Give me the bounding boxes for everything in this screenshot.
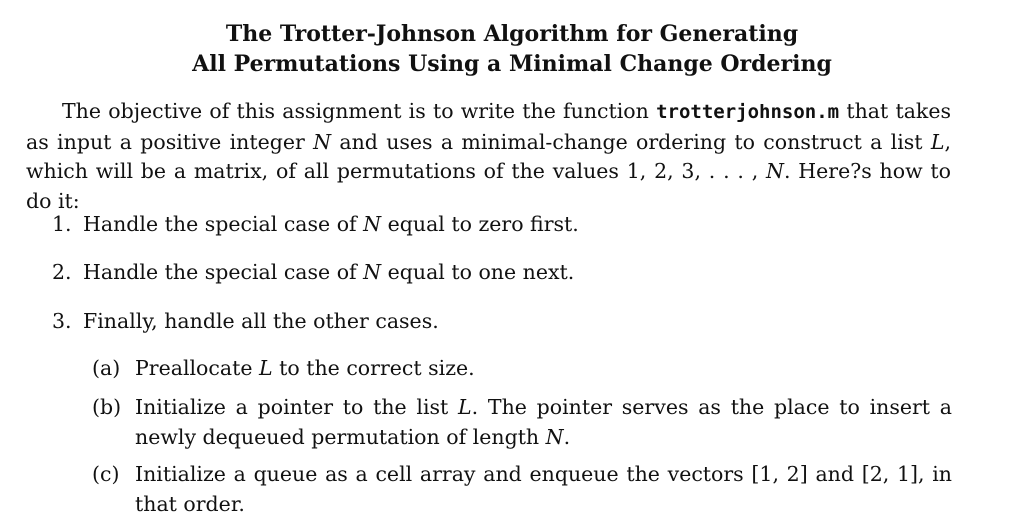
- intro-text-3: and uses a minimal-change ordering to construct a list: [331, 129, 931, 154]
- list-item-number: 1.: [52, 212, 72, 236]
- math-var-n: N: [363, 260, 382, 284]
- sub-list-item-text: [135, 354, 952, 384]
- sub-list-item-text: Initialize a queue as a cell array and enqueue the vectors [1, 2] and [2, 1], in that order.: [135, 462, 952, 516]
- sub-list-item-label: (c): [92, 462, 120, 486]
- sub-list-item-label: (a): [92, 356, 121, 380]
- step-text: Handle the special case of: [83, 260, 364, 284]
- math-var-n-2: N: [766, 159, 784, 183]
- list-item-text: Finally, handle all the other cases.: [83, 309, 439, 333]
- math-var-l: L: [458, 395, 472, 419]
- math-var-n: N: [363, 212, 382, 236]
- step-text: equal to zero first.: [381, 212, 579, 236]
- sub-list-item-label: (b): [92, 395, 122, 419]
- list-item-text: [83, 210, 943, 240]
- math-var-l: L: [259, 356, 273, 380]
- math-var-n: N: [545, 424, 564, 449]
- intro-text-5: . Here?s how to do it:: [26, 159, 951, 213]
- substep-text: to the correct size.: [272, 356, 475, 380]
- substep-text: . The pointer serves as the place to insert a newly dequeued permutation of length: [135, 395, 952, 449]
- document-title: [0, 19, 1024, 79]
- intro-text-1: The objective of this assignment is to write the function: [62, 99, 657, 123]
- intro-paragraph: [26, 97, 951, 216]
- title-line-1: The Trotter-Johnson Algorithm for Generating: [225, 21, 799, 47]
- substep-text: .: [563, 424, 571, 449]
- intro-values: 1, 2, 3, . . . ,: [626, 159, 767, 183]
- title-line-2: All Permutations Using a Minimal Change Ordering: [192, 51, 832, 77]
- intro-text-2: that takes as input a positive integer: [26, 99, 951, 154]
- list-item-number: 3.: [52, 309, 72, 333]
- list-item-number: 2.: [52, 260, 72, 284]
- substep-text: Initialize a pointer to the list: [135, 395, 459, 419]
- step-text: Handle the special case of: [83, 212, 364, 236]
- sub-list-item-text: [135, 393, 952, 452]
- math-var-l: L: [930, 129, 945, 154]
- substep-text: Preallocate: [135, 356, 259, 380]
- function-name: trotterjohnson.m: [656, 101, 840, 123]
- list-item-text: [83, 258, 943, 288]
- intro-text-4: , which will be a matrix, of all permutations of the values: [26, 129, 951, 183]
- math-var-n: N: [313, 129, 332, 154]
- step-text: equal to one next.: [381, 260, 575, 284]
